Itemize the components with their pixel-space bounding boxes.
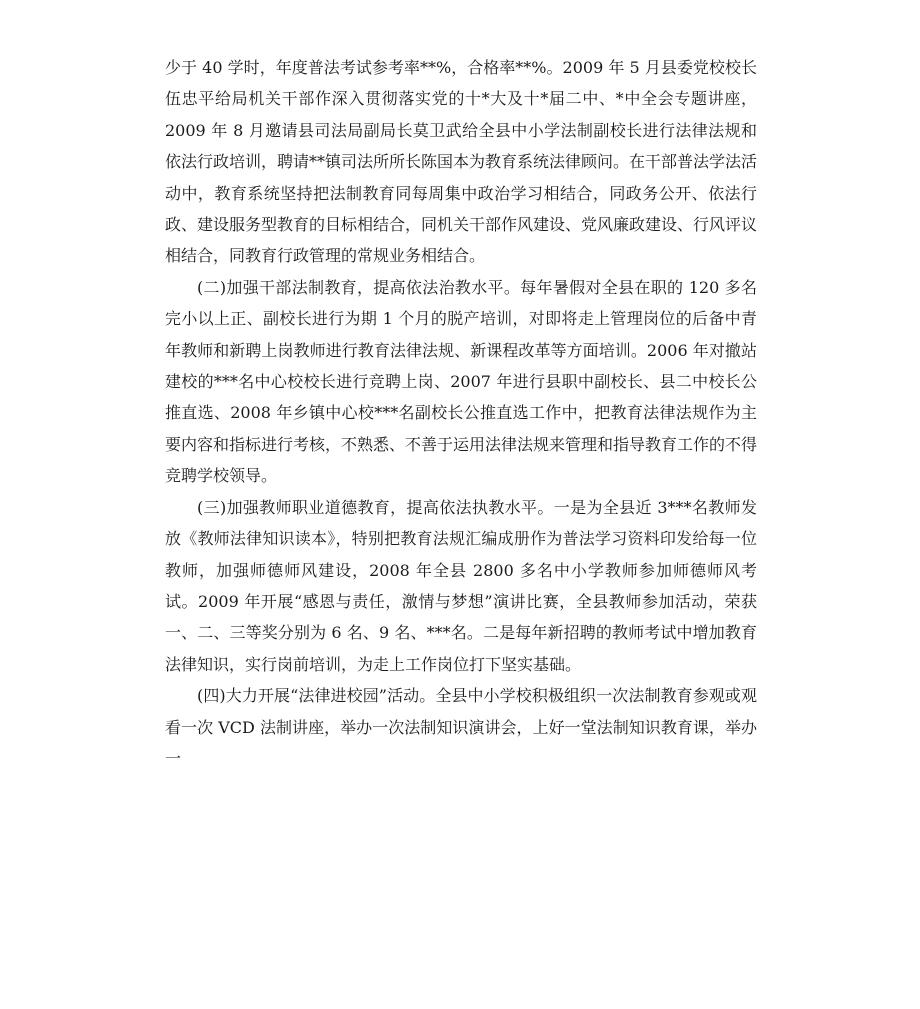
document-body [165,52,757,774]
paragraph-3: (三)加强教师职业道德教育，提高依法执教水平。一是为全县近 3***名教师发放《教师法律知识读本》，特别把教育法规汇编成册作为普法学习资料印发给每一位教师，加强师德师风建设，2008 年全县 2800 多名中小学教师参加师德师风考试。2009 年开展“感恩与责任，激情与梦想”演讲比赛，全县教师参加活动，荣获一、二、三等奖分别为 6 名、9 名、***名。二是每年新招聘的教师考试中增加教育法律知识，实行岗前培训，为走上工作岗位打下坚实基础。 [165,497,757,674]
paragraph-1: 少于 40 学时，年度普法考试参考率**%，合格率**%。2009 年 5 月县委党校校长伍忠平给局机关干部作深入贯彻落实党的十*大及十*届二中、*中全会专题讲座，2009 年 8 月邀请县司法局副局长莫卫武给全县中小学法制副校长进行法律法规和依法行政培训，聘请**镇司法所所长陈国本为教育系统法律顾问。在干部普法学法活动中，教育系统坚持把法制教育同每周集中政治学习相结合，同政务公开、依法行政、建设服务型教育的目标相结合，同机关干部作风建设、党风廉政建设、行风评议相结合，同教育行政管理的常规业务相结合。 [165,58,758,266]
paragraph-4: (四)大力开展“法律进校园”活动。全县中小学校积极组织一次法制教育参观或观看一次 VCD 法制讲座，举办一次法制知识演讲会，上好一堂法制知识教育课，举办一 [165,686,757,768]
paragraph-2: (二)加强干部法制教育，提高依法治教水平。每年暑假对全县在职的 120 多名完小以上正、副校长进行为期 1 个月的脱产培训，对即将走上管理岗位的后备中青年教师和新聘上岗教师进行教育法律法规、新课程改革等方面培训。2006 年对撤站建校的***名中心校校长进行竞聘上岗、2007 年进行县职中副校长、县二中校长公推直选、2008 年乡镇中心校***名副校长公推直选工作中，把教育法律法规作为主要内容和指标进行考核，不熟悉、不善于运用法律法规来管理和指导教育工作的不得竞聘学校领导。 [165,277,758,486]
